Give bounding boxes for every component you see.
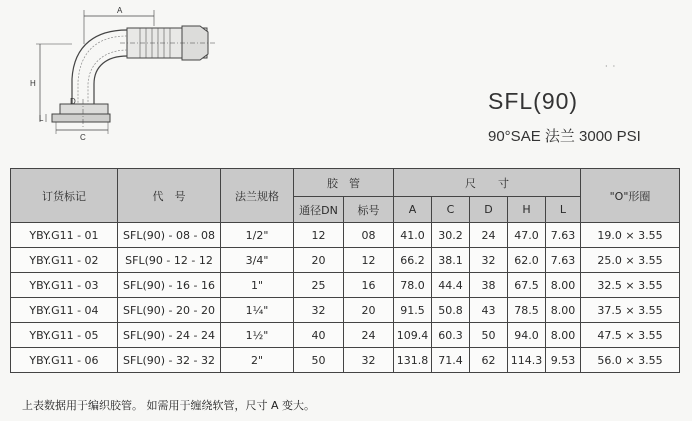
fitting-drawing bbox=[22, 4, 222, 154]
cell-size: 16 bbox=[344, 273, 394, 298]
cell-a: 78.0 bbox=[394, 273, 432, 298]
dim-label-c: C bbox=[80, 133, 86, 142]
cell-a: 109.4 bbox=[394, 323, 432, 348]
header-code: 代 号 bbox=[118, 169, 221, 223]
header-dim-c: C bbox=[432, 197, 470, 223]
cell-dn: 20 bbox=[294, 248, 344, 273]
cell-order-no: YBY.G11 - 05 bbox=[11, 323, 118, 348]
cell-c: 60.3 bbox=[432, 323, 470, 348]
cell-oring: 32.5 × 3.55 bbox=[581, 273, 680, 298]
cell-order-no: YBY.G11 - 03 bbox=[11, 273, 118, 298]
table-row bbox=[11, 273, 680, 298]
cell-code: SFL(90 - 12 - 12 bbox=[118, 248, 221, 273]
header-hose: 胶 管 bbox=[294, 169, 394, 197]
cell-order-no: YBY.G11 - 04 bbox=[11, 298, 118, 323]
cell-dn: 25 bbox=[294, 273, 344, 298]
cell-l: 8.00 bbox=[546, 323, 581, 348]
header-hose-dn: 通径DN bbox=[294, 197, 344, 223]
cell-order-no: YBY.G11 - 06 bbox=[11, 348, 118, 373]
cell-oring: 56.0 × 3.55 bbox=[581, 348, 680, 373]
cell-dn: 12 bbox=[294, 223, 344, 248]
cell-size: 08 bbox=[344, 223, 394, 248]
cell-dn: 50 bbox=[294, 348, 344, 373]
cell-l: 8.00 bbox=[546, 273, 581, 298]
header-order-no: 订货标记 bbox=[11, 169, 118, 223]
cell-d: 24 bbox=[470, 223, 508, 248]
dim-label-h: H bbox=[30, 79, 36, 88]
dim-label-d: D bbox=[70, 97, 76, 106]
header-dim-l: L bbox=[546, 197, 581, 223]
cell-code: SFL(90) - 32 - 32 bbox=[118, 348, 221, 373]
cell-size: 12 bbox=[344, 248, 394, 273]
cell-flange: 1" bbox=[221, 273, 294, 298]
cell-l: 7.63 bbox=[546, 248, 581, 273]
cell-order-no: YBY.G11 - 01 bbox=[11, 223, 118, 248]
dim-label-l: L bbox=[39, 114, 44, 123]
cell-d: 62 bbox=[470, 348, 508, 373]
cell-c: 44.4 bbox=[432, 273, 470, 298]
footnote: 上表数据用于编织胶管。 如需用于缠绕软管，尺寸 A 变大。 bbox=[22, 399, 316, 412]
cell-a: 131.8 bbox=[394, 348, 432, 373]
cell-d: 43 bbox=[470, 298, 508, 323]
header-dim-d: D bbox=[470, 197, 508, 223]
cell-c: 71.4 bbox=[432, 348, 470, 373]
header-dims: 尺 寸 bbox=[394, 169, 581, 197]
cell-flange: 1½" bbox=[221, 323, 294, 348]
cell-h: 67.5 bbox=[508, 273, 546, 298]
table-row bbox=[11, 248, 680, 273]
cell-oring: 37.5 × 3.55 bbox=[581, 298, 680, 323]
cell-h: 94.0 bbox=[508, 323, 546, 348]
cell-flange: 3/4" bbox=[221, 248, 294, 273]
table-row bbox=[11, 348, 680, 373]
cell-l: 8.00 bbox=[546, 298, 581, 323]
cell-dn: 32 bbox=[294, 298, 344, 323]
cell-l: 7.63 bbox=[546, 223, 581, 248]
cell-dn: 40 bbox=[294, 323, 344, 348]
table-row bbox=[11, 323, 680, 348]
cell-d: 50 bbox=[470, 323, 508, 348]
scan-specks: · · bbox=[605, 62, 616, 71]
cell-order-no: YBY.G11 - 02 bbox=[11, 248, 118, 273]
cell-oring: 25.0 × 3.55 bbox=[581, 248, 680, 273]
cell-code: SFL(90) - 20 - 20 bbox=[118, 298, 221, 323]
header-oring: "O"形圈 bbox=[581, 169, 680, 223]
cell-l: 9.53 bbox=[546, 348, 581, 373]
cell-flange: 1¼" bbox=[221, 298, 294, 323]
cell-code: SFL(90) - 08 - 08 bbox=[118, 223, 221, 248]
cell-h: 47.0 bbox=[508, 223, 546, 248]
table-row bbox=[11, 223, 680, 248]
cell-h: 78.5 bbox=[508, 298, 546, 323]
cell-d: 32 bbox=[470, 248, 508, 273]
cell-size: 24 bbox=[344, 323, 394, 348]
page-title: SFL(90) bbox=[488, 88, 579, 114]
cell-a: 66.2 bbox=[394, 248, 432, 273]
dim-label-a: A bbox=[117, 6, 123, 15]
cell-h: 62.0 bbox=[508, 248, 546, 273]
cell-c: 30.2 bbox=[432, 223, 470, 248]
cell-c: 50.8 bbox=[432, 298, 470, 323]
spec-table bbox=[10, 168, 680, 373]
header-hose-size: 标号 bbox=[344, 197, 394, 223]
header-flange: 法兰规格 bbox=[221, 169, 294, 223]
cell-oring: 19.0 × 3.55 bbox=[581, 223, 680, 248]
table-row bbox=[11, 298, 680, 323]
cell-size: 32 bbox=[344, 348, 394, 373]
page-subtitle: 90°SAE 法兰 3000 PSI bbox=[488, 128, 641, 145]
cell-code: SFL(90) - 16 - 16 bbox=[118, 273, 221, 298]
cell-a: 91.5 bbox=[394, 298, 432, 323]
cell-size: 20 bbox=[344, 298, 394, 323]
cell-d: 38 bbox=[470, 273, 508, 298]
cell-code: SFL(90) - 24 - 24 bbox=[118, 323, 221, 348]
cell-c: 38.1 bbox=[432, 248, 470, 273]
cell-a: 41.0 bbox=[394, 223, 432, 248]
header-dim-a: A bbox=[394, 197, 432, 223]
cell-oring: 47.5 × 3.55 bbox=[581, 323, 680, 348]
cell-h: 114.3 bbox=[508, 348, 546, 373]
cell-flange: 2" bbox=[221, 348, 294, 373]
cell-flange: 1/2" bbox=[221, 223, 294, 248]
header-dim-h: H bbox=[508, 197, 546, 223]
